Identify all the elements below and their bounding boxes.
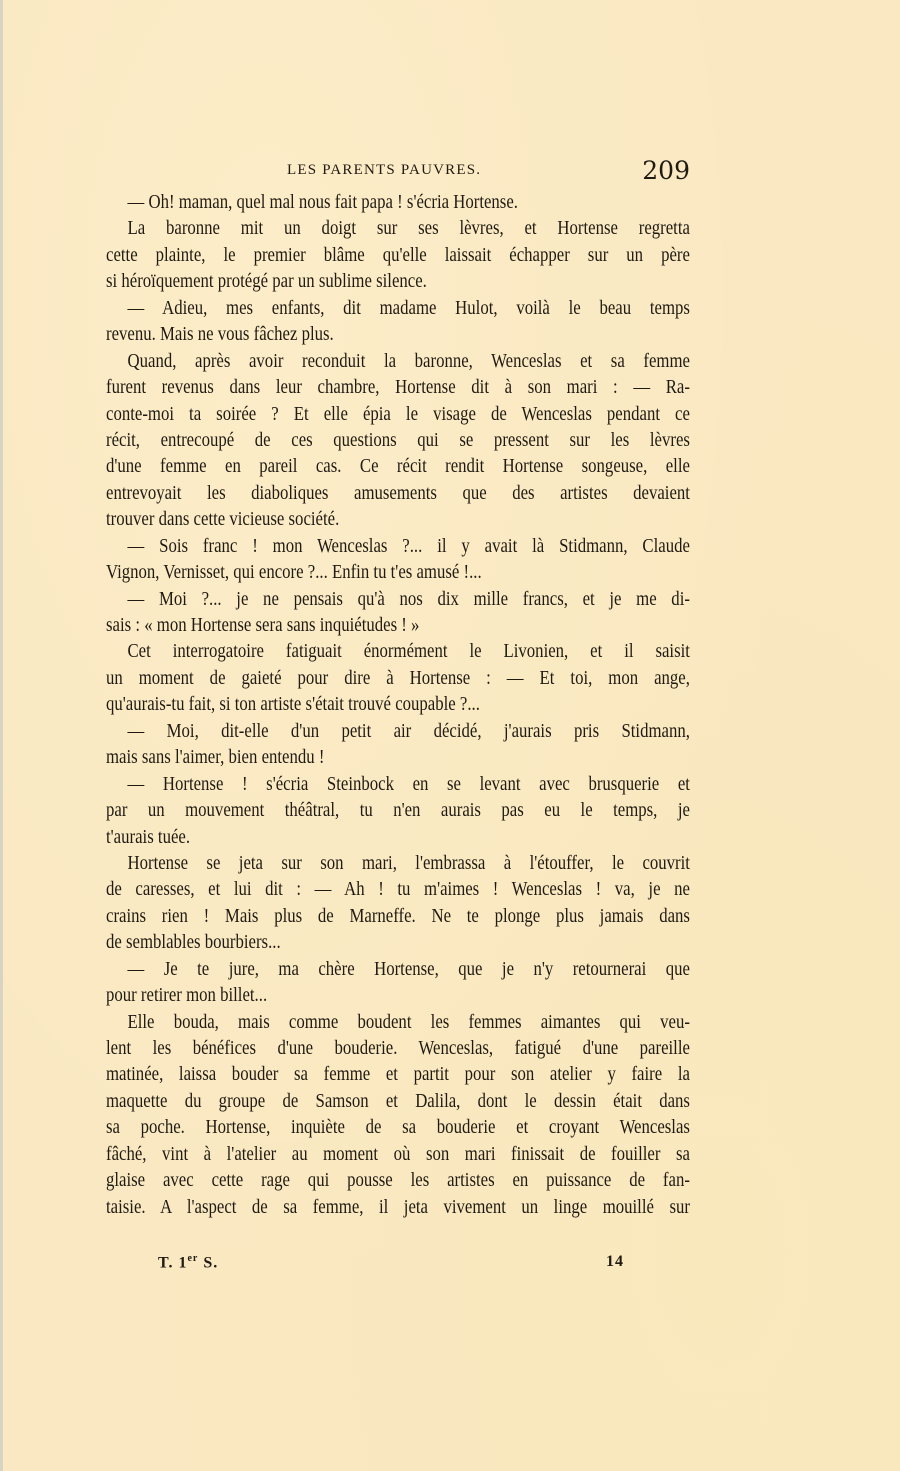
- signature-superscript: er: [187, 1253, 199, 1264]
- page-edge: [0, 0, 3, 1471]
- page-number: 209: [642, 156, 690, 185]
- text-line: — Je te jure, ma chère Hortense, que je n'y retournerai que: [127, 958, 690, 980]
- signature-suffix: S.: [198, 1254, 219, 1272]
- signature-prefix: T. 1: [158, 1254, 188, 1272]
- text-line: Elle bouda, mais comme boudent les femmes aimantes qui veu-: [127, 1011, 690, 1033]
- text-line: de semblables bourbiers...: [106, 932, 281, 954]
- text-line: taisie. A l'aspect de sa femme, il jeta vivement un linge mouillé sur: [106, 1196, 690, 1218]
- text-line: — Hortense ! s'écria Steinbock en se levant avec brusquerie et: [127, 773, 690, 795]
- text-line: t'aurais tuée.: [106, 826, 191, 848]
- text-line: sa poche. Hortense, inquiète de sa bouderie et croyant Wenceslas: [106, 1117, 690, 1139]
- text-line: — Oh! maman, quel mal nous fait papa ! s'écria Hortense.: [127, 192, 518, 213]
- text-line: matinée, laissa bouder sa femme et partit pour son atelier y faire la: [106, 1064, 690, 1086]
- running-title: LES PARENTS PAUVRES.: [287, 162, 482, 178]
- text-line: pour retirer mon billet...: [106, 985, 268, 1007]
- text-line: Quand, après avoir reconduit la baronne, Wenceslas et sa femme: [127, 350, 690, 372]
- text-line: — Moi ?... je ne pensais qu'à nos dix mille francs, et je me di-: [127, 588, 690, 610]
- text-line: conte-moi ta soirée ? Et elle épia le visage de Wenceslas pendant ce: [106, 403, 690, 425]
- text-line: crains rien ! Mais plus de Marneffe. Ne te plonge plus jamais dans: [106, 905, 690, 927]
- text-line: — Sois franc ! mon Wenceslas ?... il y avait là Stidmann, Claude: [127, 535, 690, 557]
- text-line: Hortense se jeta sur son mari, l'embrassa à l'étouffer, le couvrit: [127, 852, 690, 874]
- text-line: d'une femme en pareil cas. Ce récit rendit Hortense songeuse, elle: [106, 456, 690, 478]
- text-line: trouver dans cette vicieuse société.: [106, 509, 340, 531]
- text-line: Vignon, Vernisset, qui encore ?... Enfin tu t'es amusé !...: [106, 562, 482, 584]
- text-line: glaise avec cette rage qui pousse les artistes en puissance de fan-: [106, 1170, 690, 1192]
- text-line: qu'aurais-tu fait, si ton artiste s'était trouvé coupable ?...: [106, 694, 480, 716]
- body-text: [106, 190, 690, 1221]
- text-line: revenu. Mais ne vous fâchez plus.: [106, 324, 334, 346]
- text-line: si héroïquement protégé par un sublime silence.: [106, 271, 427, 293]
- text-line: La baronne mit un doigt sur ses lèvres, et Hortense regretta: [127, 218, 690, 240]
- page-footer: [106, 1253, 690, 1277]
- text-line: Cet interrogatoire fatiguait énormément le Livonien, et il saisit: [127, 641, 690, 663]
- text-line: cette plainte, le premier blâme qu'elle laissait échapper sur un père: [106, 244, 690, 266]
- page-header: [106, 158, 690, 186]
- text-line: — Adieu, mes enfants, dit madame Hulot, voilà le beau temps: [127, 297, 690, 319]
- text-line: mais sans l'aimer, bien entendu !: [106, 747, 325, 769]
- text-line: de caresses, et lui dit : — Ah ! tu m'aimes ! Wenceslas ! va, je ne: [106, 879, 690, 901]
- text-line: récit, entrecoupé de ces questions qui se pressent sur les lèvres: [106, 429, 690, 451]
- text-line: maquette du groupe de Samson et Dalila, dont le dessin était dans: [106, 1090, 690, 1112]
- text-line: fâché, vint à l'atelier au moment où son mari finissait de fouiller sa: [106, 1143, 690, 1165]
- text-line: furent revenus dans leur chambre, Hortense dit à son mari : — Ra-: [106, 377, 690, 399]
- text-line: par un mouvement théâtral, tu n'en aurais pas eu le temps, je: [106, 800, 690, 822]
- text-line: entrevoyait les diaboliques amusements que des artistes devaient: [106, 482, 690, 504]
- text-line: lent les bénéfices d'une bouderie. Wenceslas, fatigué d'une pareille: [106, 1038, 690, 1059]
- text-line: un moment de gaieté pour dire à Hortense : — Et toi, mon ange,: [106, 667, 690, 689]
- printer-signature: [158, 1253, 218, 1272]
- text-line: sais : « mon Hortense sera sans inquiétudes ! »: [106, 615, 420, 636]
- sheet-number: 14: [606, 1253, 624, 1270]
- text-line: — Moi, dit-elle d'un petit air décidé, j'aurais pris Stidmann,: [127, 720, 690, 742]
